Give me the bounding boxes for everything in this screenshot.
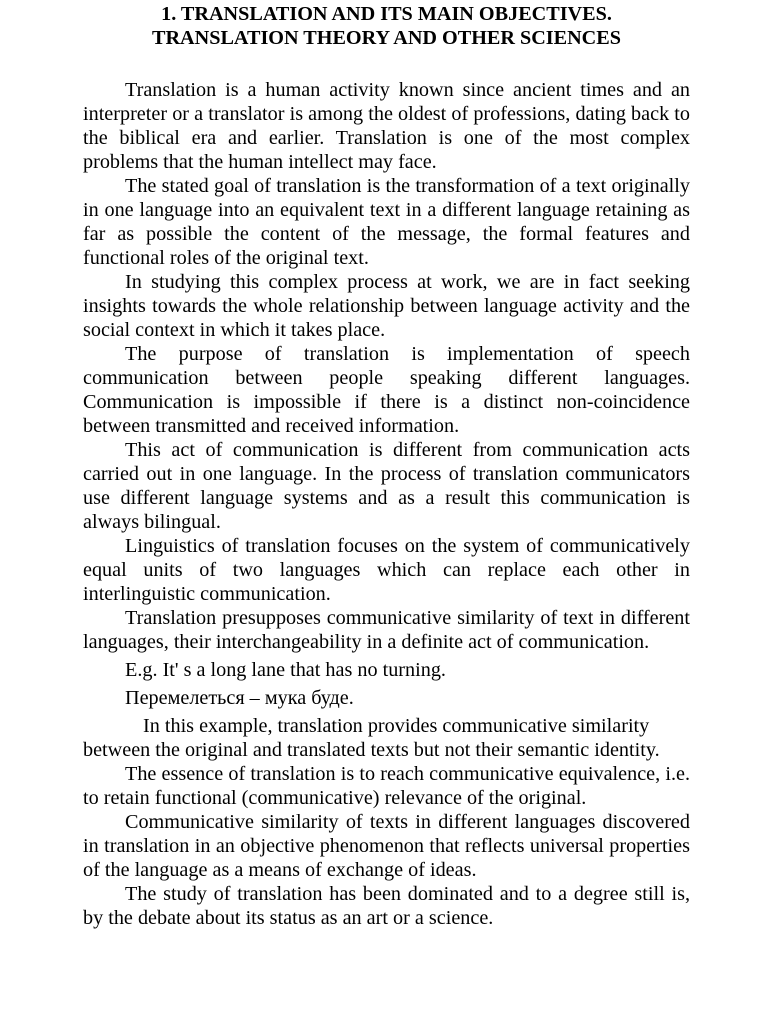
paragraph: Linguistics of translation focuses on the system of communicatively equal units of two languages which can replace each other in interlinguistic communication. [83, 535, 690, 605]
paragraph: Translation presupposes communicative similarity of text in different languages, their interchangeability in a definite act of communication. [83, 607, 690, 653]
body-text [83, 78, 690, 930]
heading-line-2: TRANSLATION THEORY AND OTHER SCIENCES [152, 27, 621, 49]
paragraph: Communicative similarity of texts in different languages discovered in translation in an objective phenomenon that reflects universal properties of the language as a means of exchange of ideas. [83, 811, 690, 881]
paragraph: This act of communication is different from communication acts carried out in one language. In the process of translation communicators use different language systems and as a result this communication is always bilingual. [83, 439, 690, 533]
section-heading [83, 0, 690, 50]
example-english: E.g. It' s a long lane that has no turning. [125, 659, 446, 681]
paragraph: The stated goal of translation is the transformation of a text originally in one language into an equivalent text in a different language retaining as far as possible the content of the message, the formal features and functional roles of the original text. [83, 175, 690, 269]
paragraph: The essence of translation is to reach communicative equivalence, i.e. to retain functional (communicative) relevance of the original. [83, 763, 690, 809]
paragraph: The purpose of translation is implementation of speech communication between people speaking different languages. Communication is impossible if there is a distinct non-coincidence between transmitted and received information. [83, 343, 690, 437]
heading-line-1: 1. TRANSLATION AND ITS MAIN OBJECTIVES. [161, 3, 612, 25]
paragraph: The study of translation has been dominated and to a degree still is, by the debate about its status as an art or a science. [83, 883, 690, 929]
example-ukrainian: Перемелеться – мука буде. [125, 687, 354, 709]
document-page [83, 0, 690, 930]
example-comment: In this example, translation provides communicative similarity between the original and translated texts but not their semantic identity. [83, 715, 660, 761]
paragraph: In studying this complex process at work, we are in fact seeking insights towards the whole relationship between language activity and the social context in which it takes place. [83, 271, 690, 341]
paragraph: Translation is a human activity known since ancient times and an interpreter or a translator is among the oldest of professions, dating back to the biblical era and earlier. Translation is one of the most complex problems that the human intellect may face. [83, 79, 690, 173]
